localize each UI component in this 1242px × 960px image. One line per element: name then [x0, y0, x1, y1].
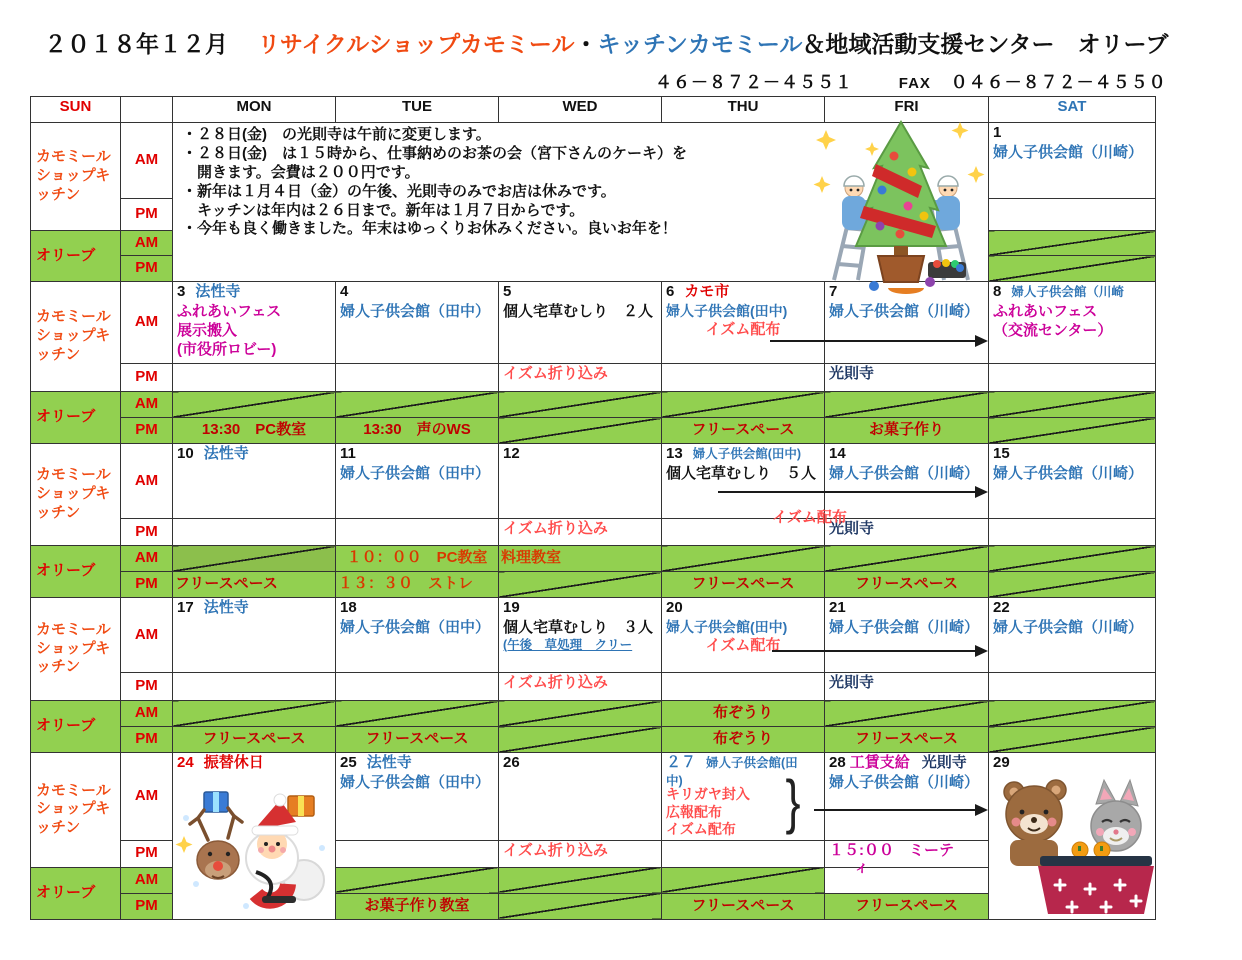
event-text: 婦人子供会館（川崎） [993, 143, 1144, 161]
day-cell-27 [662, 753, 825, 841]
day-cell-17-pm [173, 673, 336, 701]
day-cell-1-pm [989, 199, 1156, 231]
day-cell-6 [662, 282, 825, 364]
event-text: 広報配布 [666, 803, 722, 820]
day-cell-3-pm [173, 364, 336, 392]
clipped-text-fragment: イズム配布 [772, 509, 847, 526]
event-text: 婦人子供会館（田中） [340, 464, 491, 482]
day-cell-1 [989, 123, 1156, 199]
olive-closed-cell [989, 231, 1156, 256]
olive-closed-cell [825, 701, 989, 727]
notice-line: ・新年は１月４日（金）の午後、光則寺のみでお店は休みです。 [182, 182, 616, 200]
row-label-chamomile-shop-kitchen: カモミールショップキッチン [31, 282, 121, 392]
day-cell-14 [825, 444, 989, 519]
olive-event: 布ぞうり [662, 701, 825, 727]
weekday-fri: FRI [825, 97, 989, 123]
olive-closed-cell [989, 546, 1156, 572]
olive-event: フリースペース [662, 893, 825, 919]
weekday-blank [121, 97, 173, 123]
event-text: ふれあいフェス [177, 302, 282, 320]
olive-closed-cell [989, 572, 1156, 598]
day-cell-20 [662, 598, 825, 673]
row-label-olive: オリーブ [31, 231, 121, 282]
day-cell-10-pm [173, 519, 336, 546]
olive-closed-cell [336, 392, 499, 418]
event-text: イズム配布 [666, 821, 736, 838]
day-number: 3 [177, 283, 186, 300]
title-separator: ・ [574, 31, 598, 57]
pm-label: PM [121, 364, 173, 392]
am-label: AM [121, 753, 173, 841]
day-number: 1 [993, 124, 1002, 141]
event-text: イズム配布 [705, 320, 781, 338]
event-text: 個人宅草むしり ３人 [503, 618, 654, 636]
event-text: 法性寺 [203, 445, 249, 462]
day-cell-18-pm [336, 673, 499, 701]
notice-line: ・２８日(金) は１５時から、仕事納めのお茶の会（宮下さんのケーキ）を [182, 144, 687, 162]
day-cell-7-pm: 光則寺 [825, 364, 989, 392]
am-label: AM [121, 546, 173, 572]
event-text: ふれあいフェス [993, 302, 1098, 320]
row-label-chamomile-shop-kitchen: カモミールショップキッチン [31, 123, 121, 231]
day-cell-12-pm: イズム折り込み [499, 519, 662, 546]
olive-closed-cell [336, 867, 499, 893]
olive-closed-cell [499, 867, 662, 893]
pm-label: PM [121, 673, 173, 701]
day-cell-21 [825, 598, 989, 673]
am-label: AM [121, 282, 173, 364]
clipped-text-fragment: ィ [854, 859, 870, 876]
day-number: 28 [829, 754, 846, 771]
notice-line: ・２８日(金) の光則寺は午前に変更します。 [182, 126, 491, 143]
event-text: 工賃支給 [849, 754, 910, 771]
day-number: 8 [993, 283, 1002, 300]
olive-event: お菓子作り教室 [336, 893, 499, 919]
olive-closed-cell [989, 392, 1156, 418]
row-label-olive: オリーブ [31, 392, 121, 444]
title-center-name: ＆地域活動支援センター オリーブ [802, 31, 1169, 57]
weekday-mon: MON [173, 97, 336, 123]
event-text: 個人宅草むしり ５人 [666, 464, 817, 482]
day-number: 29 [993, 754, 1010, 771]
day-number: 20 [666, 599, 683, 616]
olive-closed-cell [173, 392, 336, 418]
event-text: 婦人子供会館（田中） [340, 618, 491, 636]
day-cell-22 [989, 598, 1156, 673]
olive-event: 13:30 PC教室 [173, 418, 336, 444]
event-text: 婦人子供会館（川崎） [829, 464, 980, 482]
event-text: 婦人子供会館（川崎） [829, 302, 980, 320]
olive-event: フリースペース [336, 727, 499, 753]
day-cell-21-pm: 光則寺 [825, 673, 989, 701]
pm-label: PM [121, 199, 173, 231]
santa-reindeer-illustration [176, 788, 332, 914]
event-text: 法性寺 [366, 754, 412, 771]
day-number: 17 [177, 599, 194, 616]
event-text: キリガヤ封入 [666, 785, 750, 802]
event-text: 婦人子供会館(田 [706, 756, 798, 770]
day-number: 25 [340, 754, 357, 771]
am-label: AM [121, 867, 173, 893]
day-cell-25-pm [336, 840, 499, 867]
day-cell-4-pm [336, 364, 499, 392]
event-text: 法性寺 [195, 283, 241, 300]
olive-closed-cell [989, 256, 1156, 282]
row-label-chamomile-shop-kitchen: カモミールショップキッチン [31, 598, 121, 701]
contact-line [655, 68, 1167, 93]
olive-event: フリースペース [662, 418, 825, 444]
day-cell-8 [989, 282, 1156, 364]
row-label-olive: オリーブ [31, 546, 121, 598]
pm-label: PM [121, 893, 173, 919]
row-label-olive: オリーブ [31, 701, 121, 753]
day-number: 21 [829, 599, 846, 616]
day-cell-27-pm [662, 840, 825, 867]
event-text: 振替休日 [203, 754, 264, 771]
olive-closed-cell [336, 701, 499, 727]
pm-label: PM [121, 727, 173, 753]
olive-event: 13:30 声のWS [336, 418, 499, 444]
day-number: 12 [503, 445, 520, 462]
day-cell-20-pm [662, 673, 825, 701]
event-text: 展示搬入 [177, 321, 238, 339]
day-cell-26 [499, 753, 662, 841]
am-label: AM [121, 231, 173, 256]
day-cell-28 [825, 753, 989, 841]
event-text: (午後 草処理 クリー [503, 637, 633, 652]
event-text: 婦人子供会館（田中） [340, 302, 491, 320]
event-text: (市役所ロビー) [177, 340, 277, 358]
day-number: ２７ [666, 754, 697, 771]
day-number: 4 [340, 283, 349, 300]
day-cell-25 [336, 753, 499, 841]
day-cell-19 [499, 598, 662, 673]
day-cell-5 [499, 282, 662, 364]
event-text: イズム配布 [705, 636, 781, 654]
day-cell-22-pm [989, 673, 1156, 701]
event-text: 婦人子供会館(田中) [666, 302, 788, 319]
day-cell-19-pm: イズム折り込み [499, 673, 662, 701]
day-cell-11-pm [336, 519, 499, 546]
olive-event: １３：３０ ストレ [336, 572, 499, 598]
bear-cat-kotatsu-illustration [994, 768, 1154, 914]
notice-line: キッチンは年内は２６日まで。新年は１月７日からです。 [182, 201, 585, 219]
olive-closed-cell [499, 572, 662, 598]
day-cell-11 [336, 444, 499, 519]
olive-event: 布ぞうり [662, 727, 825, 753]
row-label-chamomile-shop-kitchen: カモミールショップキッチン [31, 753, 121, 868]
weekday-wed: WED [499, 97, 662, 123]
weekday-tue: TUE [336, 97, 499, 123]
day-cell-17 [173, 598, 336, 673]
event-text: （交流センター） [993, 321, 1113, 339]
notice-line: 開きます。会費は２００円です。 [182, 163, 420, 181]
title-shop-name: リサイクルショップカモミール [257, 31, 575, 57]
olive-closed-cell [662, 867, 825, 893]
olive-closed-cell [825, 546, 989, 572]
olive-closed-cell [989, 418, 1156, 444]
day-cell-8-pm [989, 364, 1156, 392]
event-text: カモ市 [684, 283, 730, 300]
fax-number: ０４６－８７２－４５５０ [950, 73, 1167, 92]
olive-event: フリースペース [662, 572, 825, 598]
day-cell-10 [173, 444, 336, 519]
title-month: ２０１８年１２月 [44, 31, 228, 57]
day-number: 10 [177, 445, 194, 462]
weekday-thu: THU [662, 97, 825, 123]
am-label: AM [121, 444, 173, 519]
notice-line: ・今年も良く働きました。年末はゆっくりお休みください。良いお年を！ [182, 220, 677, 238]
fax-label: FAX [898, 75, 931, 92]
day-number: 22 [993, 599, 1010, 616]
olive-closed-cell [989, 727, 1156, 753]
pm-label: PM [121, 418, 173, 444]
day-cell-12 [499, 444, 662, 519]
olive-closed-cell [173, 546, 336, 572]
event-text: 個人宅草むしり ２人 [503, 302, 654, 320]
olive-closed-cell [499, 727, 662, 753]
event-text: 中) [666, 773, 683, 788]
page-title [44, 26, 1168, 59]
day-cell-6-pm [662, 364, 825, 392]
day-cell-14-pm: 光則寺 [825, 519, 989, 546]
am-label: AM [121, 392, 173, 418]
olive-event: フリースペース [825, 893, 989, 919]
row-label-olive: オリーブ [31, 867, 121, 919]
olive-closed-cell [173, 701, 336, 727]
day-cell-26-pm: イズム折り込み [499, 840, 662, 867]
day-number: 6 [666, 283, 675, 300]
olive-event: フリースペース [825, 572, 989, 598]
day-number: 15 [993, 445, 1010, 462]
day-cell-15-pm [989, 519, 1156, 546]
am-label: AM [121, 123, 173, 199]
am-label: AM [121, 598, 173, 673]
day-number: 18 [340, 599, 357, 616]
olive-closed-cell [499, 418, 662, 444]
olive-event: フリースペース [173, 572, 336, 598]
day-cell-15 [989, 444, 1156, 519]
weekday-sat: SAT [989, 97, 1156, 123]
row-label-chamomile-shop-kitchen: カモミールショップキッチン [31, 444, 121, 546]
day-number: 19 [503, 599, 520, 616]
event-text: 婦人子供会館（川崎） [993, 464, 1144, 482]
day-cell-4 [336, 282, 499, 364]
olive-closed-cell [989, 701, 1156, 727]
event-text: 婦人子供会館（川崎） [993, 618, 1144, 636]
olive-event: 料理教室 [499, 546, 662, 572]
pm-label: PM [121, 840, 173, 867]
olive-closed-cell [499, 392, 662, 418]
day-number: 26 [503, 754, 520, 771]
day-number: 5 [503, 283, 512, 300]
event-text: 法性寺 [203, 599, 249, 616]
event-text: 婦人子供会館(田中) [666, 618, 788, 635]
grouping-brace: } [785, 768, 801, 835]
day-number: 7 [829, 283, 838, 300]
olive-event: １０：００ PC教室 [336, 546, 499, 572]
phone-number: ４６－８７２－４５５１ [655, 73, 853, 92]
pm-label: PM [121, 572, 173, 598]
olive-closed-cell [825, 392, 989, 418]
olive-event: フリースペース [173, 727, 336, 753]
event-text: 婦人子供会館（川崎） [829, 618, 980, 636]
am-label: AM [121, 701, 173, 727]
day-number: 13 [666, 445, 683, 462]
event-text: 婦人子供会館（川崎 [1011, 285, 1124, 299]
olive-event: お菓子作り [825, 418, 989, 444]
day-cell-18 [336, 598, 499, 673]
christmas-tree-illustration [810, 114, 992, 290]
day-cell-13 [662, 444, 825, 519]
olive-closed-cell [499, 701, 662, 727]
event-text: 婦人子供会館(田中) [692, 447, 802, 461]
event-text: 婦人子供会館（田中） [340, 773, 491, 791]
day-cell-5-pm: イズム折り込み [499, 364, 662, 392]
event-text: 婦人子供会館（川崎） [829, 773, 980, 791]
event-text: 光則寺 [921, 754, 967, 771]
day-cell-13-pm [662, 519, 825, 546]
day-number: 11 [340, 445, 356, 462]
title-kitchen-name: キッチンカモミール [597, 31, 803, 57]
olive-event: フリースペース [825, 727, 989, 753]
olive-closed-cell [662, 392, 825, 418]
olive-closed-cell [499, 893, 662, 919]
pm-label: PM [121, 256, 173, 282]
olive-closed-cell [662, 546, 825, 572]
weekday-sun: SUN [31, 97, 121, 123]
pm-label: PM [121, 519, 173, 546]
day-cell-28-pm: １５:００ ミーテ [825, 840, 989, 867]
day-cell-3 [173, 282, 336, 364]
day-number: 24 [177, 754, 194, 771]
day-number: 14 [829, 445, 846, 462]
